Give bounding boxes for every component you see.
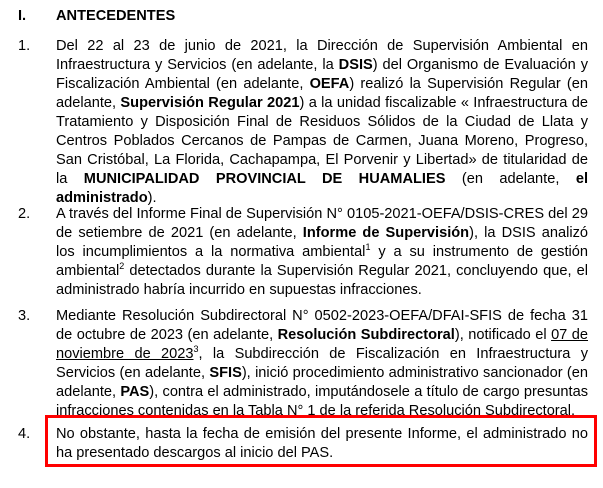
bold-text: DSIS — [338, 57, 373, 73]
underlined-text: 07 de noviembre de 2023 — [56, 327, 589, 362]
paragraph-number: 4. — [18, 426, 31, 442]
paragraph-2 — [18, 205, 588, 300]
section-title: ANTECEDENTES — [56, 8, 176, 24]
paragraph-number: 1. — [18, 38, 31, 54]
paragraph-text — [56, 37, 588, 208]
text-segment: , la Subdirección de Fiscalización en Infraestructura y Servicios (en adelante, — [56, 346, 588, 381]
text-segment: ), contra el administrado, imputándosele a título de cargo presuntas infracciones contenidas en la Tabla N° 1 de la referida Resolución Subdirectoral. — [56, 384, 588, 419]
bold-text: SFIS — [209, 365, 242, 381]
text-segment: detectados durante la Supervisión Regular 2021, concluyendo que, el administrado habría incurrido en supuestas infracciones. — [56, 263, 588, 298]
text-segment: Mediante Resolución Subdirectoral N° 0502-2023-OEFA/DFAI-SFIS de fecha 31 de octubre de 2023 (en adelante, — [56, 308, 588, 343]
bold-text: PAS — [120, 384, 150, 400]
bold-text: el administrado — [56, 171, 588, 206]
bold-text: MUNICIPALIDAD PROVINCIAL DE HUAMALIES — [83, 171, 446, 187]
bold-text: Resolución Subdirectoral — [277, 327, 455, 343]
bold-text: Informe de Supervisión — [302, 225, 470, 241]
section-heading — [18, 7, 175, 26]
paragraph-number: 2. — [18, 206, 31, 222]
footnote-ref: 3 — [193, 344, 199, 355]
text-segment: ) a la unidad fiscalizable « Infraestructura de Tratamiento y Disposición Final de Residuos Sólidos de la Ciudad de Llata y Centros Poblados Cercanos de Pampas de Carmen, Juana Moreno, Progreso, San Cristóbal, La Florida, Cachapampa, El Porvenir y Libertad» de titularidad de la — [56, 95, 588, 187]
paragraph-text — [56, 205, 588, 300]
red-highlight-box — [45, 415, 597, 467]
paragraph-number: 3. — [18, 308, 31, 324]
text-segment: Del 22 al 23 de junio de 2021, la Dirección de Supervisión Ambiental en Infraestructura y Servicios (en adelante, la — [56, 38, 588, 73]
bold-text: OEFA — [309, 76, 350, 92]
text-segment: ), la DSIS analizó los incumplimientos a la normativa ambiental — [56, 225, 588, 260]
footnote-ref: 2 — [119, 261, 125, 272]
text-segment: ) realizó la Supervisión Regular (en adelante, — [56, 76, 588, 111]
text-segment: y a su instrumento de gestión ambiental — [56, 244, 588, 279]
section-number: I. — [18, 8, 27, 24]
bold-text: Supervisión Regular 2021 — [120, 95, 300, 111]
footnote-ref: 1 — [365, 242, 371, 253]
text-segment: A través del Informe Final de Supervisión N° 0105-2021-OEFA/DSIS-CRES del 29 de setiembre de 2021 (en adelante, — [56, 206, 588, 241]
paragraph-3 — [18, 307, 588, 421]
text-segment: ) del Organismo de Evaluación y Fiscalización Ambiental (en adelante, — [56, 57, 589, 92]
text-segment: ). — [147, 190, 157, 206]
text-segment: (en adelante, — [445, 171, 576, 187]
text-segment: No obstante, hasta la fecha de emisión del presente Informe, el administrado no ha presentado descargos al inicio del PAS. — [56, 426, 588, 461]
paragraph-1 — [18, 37, 588, 208]
text-segment: ), inició procedimiento administrativo sancionador (en adelante, — [56, 365, 588, 400]
text-segment: ), notificado el — [454, 327, 552, 343]
paragraph-text — [56, 307, 588, 421]
